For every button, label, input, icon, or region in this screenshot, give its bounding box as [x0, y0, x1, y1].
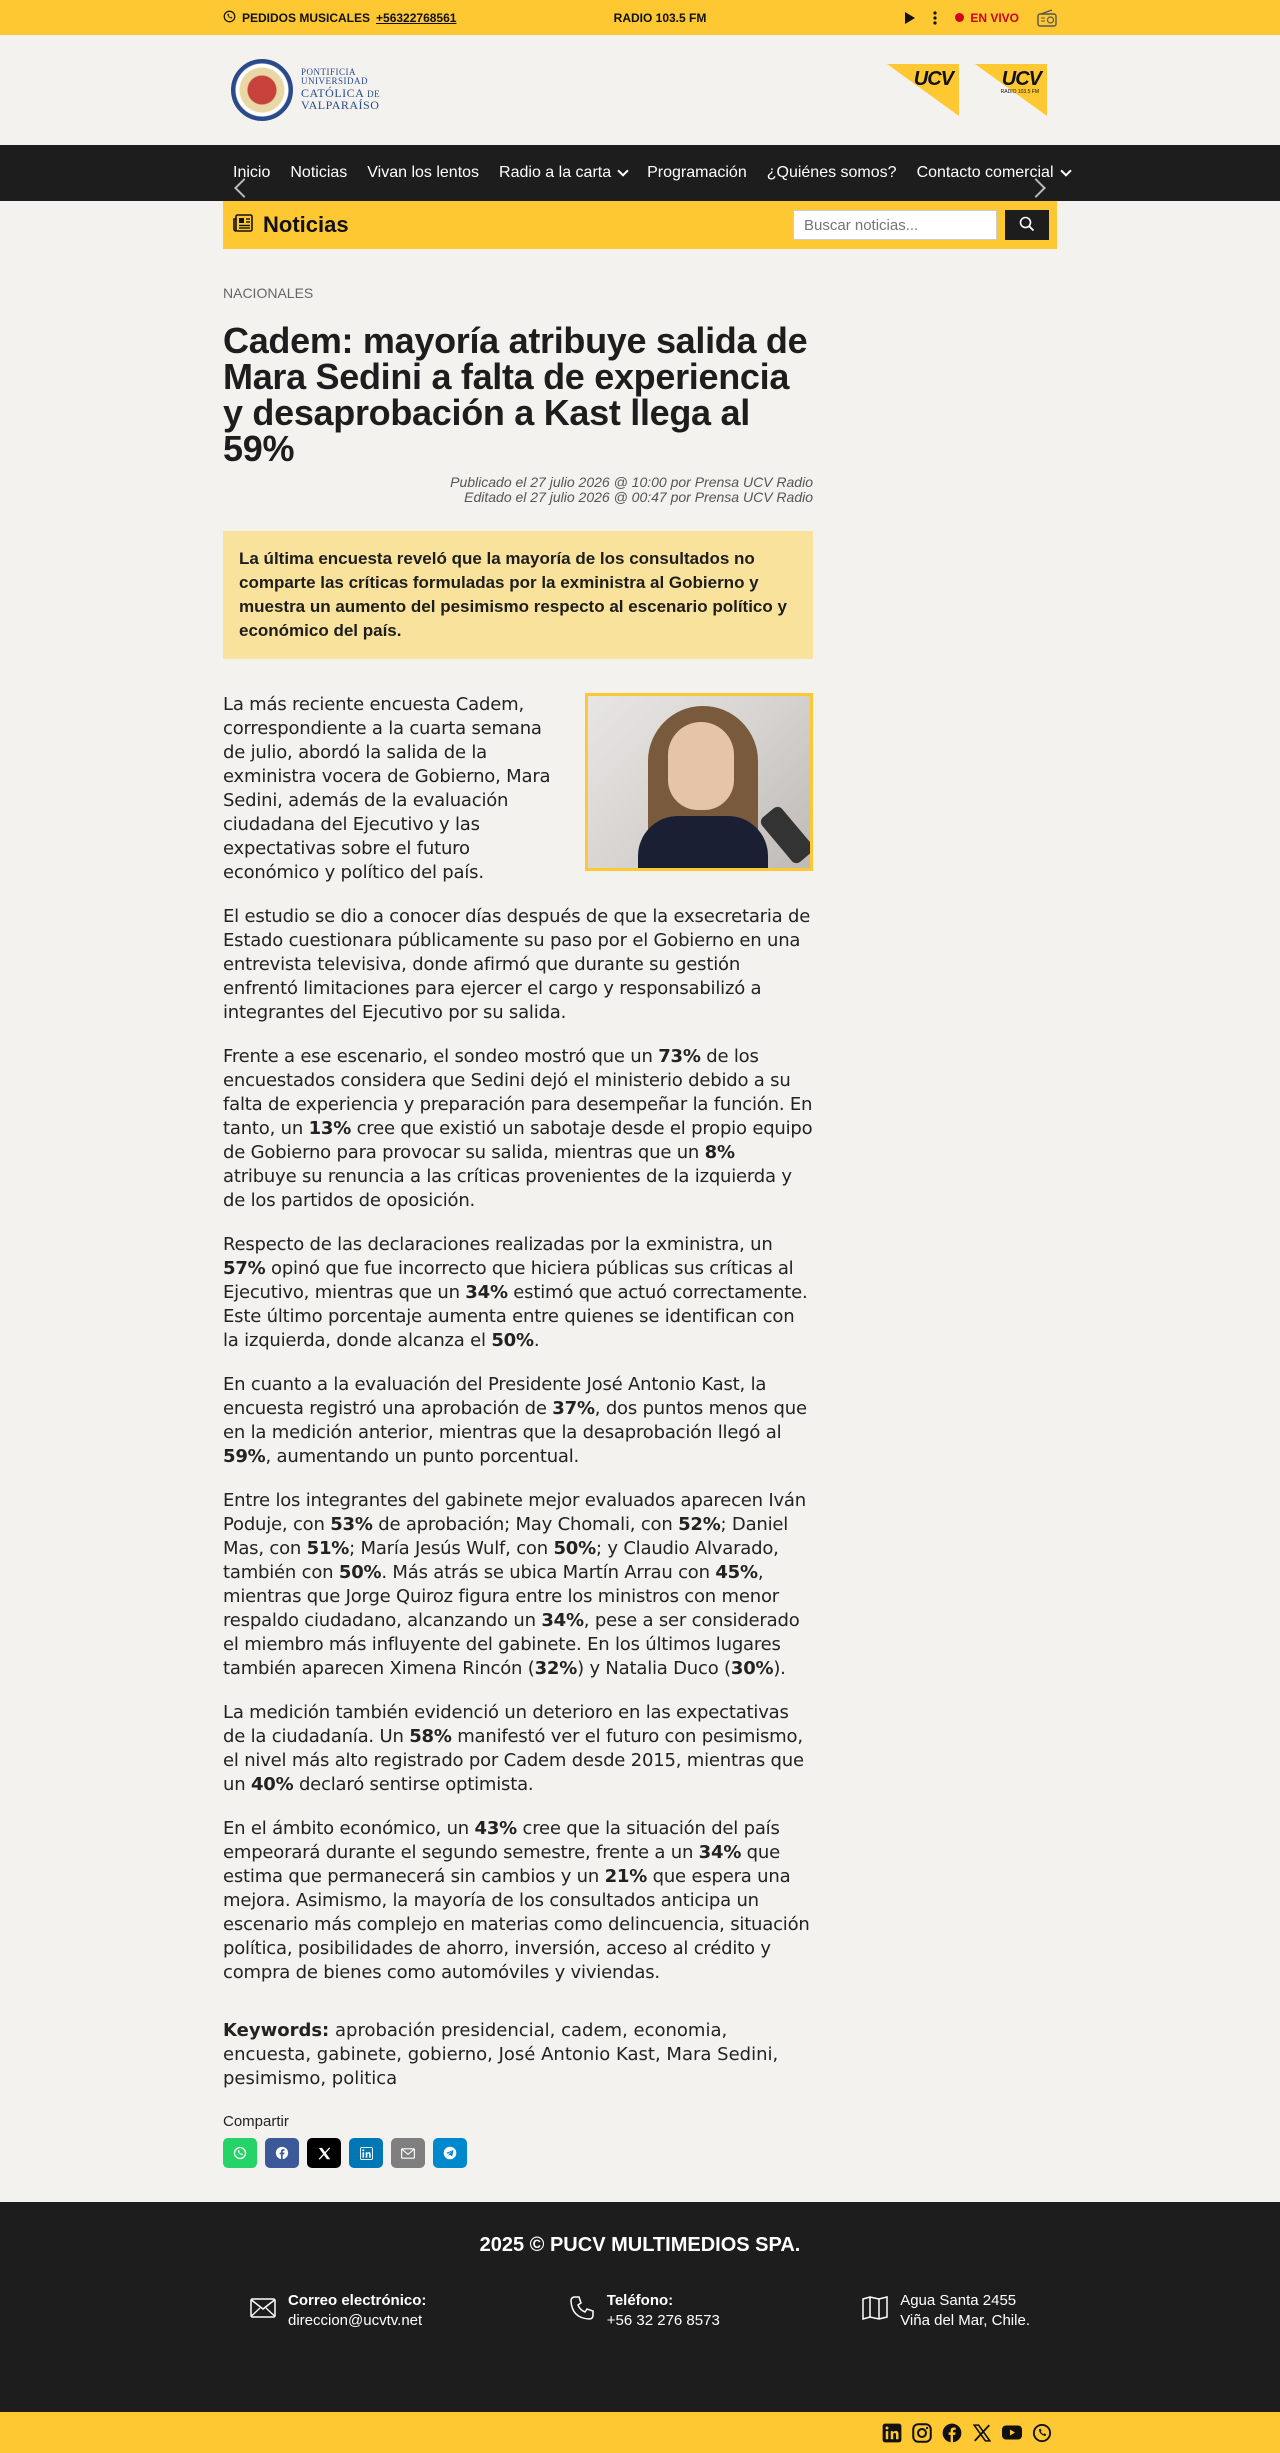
linkedin-icon[interactable]: [881, 2422, 903, 2444]
article-keywords: [223, 2019, 813, 2091]
paragraph-text: , mientras que Jorge Quiroz figura entre los ministros con menor respaldo ciudadano, alcanzando un: [223, 1562, 779, 1631]
footer-address: [862, 2291, 1030, 2331]
paragraph-text: ; María Jesús Wulf, con: [349, 1538, 554, 1559]
chevron-down-icon: [617, 165, 628, 176]
highlighted-figure: 34%: [698, 1842, 742, 1863]
facebook-icon: [275, 2146, 289, 2160]
paragraph-text: opinó que fue incorrecto que hiciera públicas sus críticas al Ejecutivo, mientras que un: [223, 1258, 794, 1303]
whatsapp-icon[interactable]: [1031, 2422, 1053, 2444]
share-x-button[interactable]: [307, 2138, 341, 2168]
article-title: Cadem: mayoría atribuye salida de Mara Sedini a falta de experiencia y desaprobación a Kast llega al 59%: [223, 320, 808, 469]
radio-icon[interactable]: [1037, 9, 1057, 27]
highlighted-figure: 40%: [250, 1774, 294, 1795]
instagram-icon[interactable]: [911, 2422, 933, 2444]
music-requests: [223, 10, 488, 26]
search-input[interactable]: [793, 210, 997, 240]
site-header: [0, 35, 1280, 145]
paragraph-text: ; y Claudio Alvarado, también con: [223, 1538, 779, 1583]
social-bar: [0, 2412, 1280, 2453]
nav-label: Inicio: [233, 164, 271, 181]
search-icon: [1019, 216, 1035, 235]
live-label: EN VIVO: [970, 10, 1020, 25]
nav-label: ¿Quiénes somos?: [766, 164, 897, 181]
paragraph-text: La medición también evidenció un deterioro en las expectativas de la ciudadanía. Un: [223, 1702, 789, 1747]
youtube-icon[interactable]: [1001, 2422, 1023, 2444]
article-lead: La última encuesta reveló que la mayoría de los consultados no comparte las críticas formuladas por la exministra al Gobierno y muestra un aumento del pesimismo respecto al escenario político y económico del país.: [223, 531, 813, 659]
highlighted-figure: 21%: [604, 1866, 648, 1887]
logo-line-4: VALPARAÍSO: [301, 98, 380, 113]
search-button[interactable]: [1005, 210, 1049, 240]
email-value[interactable]: direccion@ucvtv.net: [288, 2312, 423, 2329]
email-icon: [401, 2148, 415, 2159]
highlighted-figure: 59%: [223, 1446, 266, 1467]
paragraph-text: ; Daniel Mas, con: [223, 1514, 789, 1559]
paragraph-text: Frente a ese escenario, el sondeo mostró que un: [223, 1046, 659, 1067]
highlighted-figure: 34%: [465, 1282, 508, 1303]
highlighted-figure: 50%: [553, 1538, 596, 1559]
play-icon[interactable]: [905, 12, 915, 24]
article-body: [223, 693, 813, 1985]
paragraph-text: manifestó ver el futuro con pesimismo, el nivel más alto registrado por Cadem desde 2015, mientras que un: [223, 1726, 804, 1795]
highlighted-figure: 37%: [552, 1398, 595, 1419]
paragraph-text: , pese a ser considerado el miembro más influyente del gabinete. En los últimos lugares también aparecen Ximena Rincón (: [223, 1610, 800, 1679]
article-paragraph: [223, 905, 813, 1025]
facebook-icon[interactable]: [941, 2422, 963, 2444]
whatsapp-icon: [233, 2146, 247, 2160]
logo-line-1: PONTIFICIA: [301, 66, 357, 77]
address-line-2: Viña del Mar, Chile.: [900, 2312, 1030, 2329]
highlighted-figure: 32%: [534, 1658, 578, 1679]
paragraph-text: ).: [773, 1658, 786, 1679]
live-dot-icon: [955, 13, 964, 22]
paragraph-text: Entre los integrantes del gabinete mejor evaluados aparecen Iván Poduje, con: [223, 1490, 806, 1535]
article: [223, 249, 813, 2168]
edited-date: Editado el 27 julio 2026 @ 00:47 por Prensa UCV Radio: [464, 489, 813, 505]
music-requests-phone-link[interactable]: +56322768561: [376, 10, 457, 25]
paragraph-text: cree que la situación del país empeorará durante el segundo semestre, frente a un: [223, 1818, 780, 1863]
nav-item-quienes-somos[interactable]: [757, 164, 907, 182]
nav-label: Programación: [647, 164, 747, 181]
highlighted-figure: 43%: [474, 1818, 517, 1839]
highlighted-figure: 50%: [491, 1330, 534, 1351]
nav-item-contacto-comercial[interactable]: [907, 164, 1080, 182]
linkedin-icon: [360, 2147, 373, 2160]
email-label: Correo electrónico:: [288, 2292, 427, 2309]
nav-item-radio-a-la-carta[interactable]: [489, 164, 637, 182]
ucv-tv-logo[interactable]: [887, 64, 959, 116]
article-meta: [223, 475, 813, 505]
highlighted-figure: 34%: [541, 1610, 584, 1631]
live-indicator[interactable]: [955, 11, 1019, 25]
share-telegram-button[interactable]: [433, 2138, 467, 2168]
paragraph-text: cree que existió un sabotaje desde el propio equipo de Gobierno para provocar su salida, mientras que un: [223, 1118, 813, 1163]
paragraph-text: Respecto de las declaraciones realizadas por la exministra, un: [223, 1234, 773, 1255]
highlighted-figure: 51%: [306, 1538, 350, 1559]
nav-item-noticias[interactable]: [280, 164, 357, 182]
paragraph-text: que estima que permanecerá sin cambios y un: [223, 1842, 780, 1887]
highlighted-figure: 73%: [658, 1046, 701, 1067]
share-label: Compartir: [223, 2113, 289, 2130]
paragraph-text: En cuanto a la evaluación del Presidente José Antonio Kast, la encuesta registró una aprobación de: [223, 1374, 767, 1419]
paragraph-text: .: [533, 1330, 540, 1351]
paragraph-text: ) y Natalia Duco (: [577, 1658, 731, 1679]
article-category[interactable]: NACIONALES: [223, 285, 314, 301]
article-paragraph: [223, 1817, 813, 1985]
highlighted-figure: 50%: [338, 1562, 382, 1583]
share-email-button[interactable]: [391, 2138, 425, 2168]
ucv-radio-logo-sub: RADIO 103.5 FM: [1000, 89, 1039, 95]
site-footer: [0, 2202, 1280, 2412]
share-buttons: [223, 2138, 813, 2168]
highlighted-figure: 13%: [308, 1118, 352, 1139]
share-facebook-button[interactable]: [265, 2138, 299, 2168]
article-image[interactable]: [585, 693, 813, 871]
copyright: 2025 © PUCV MULTIMEDIOS SPA.: [479, 2234, 801, 2256]
highlighted-figure: 57%: [223, 1258, 266, 1279]
map-icon: [862, 2296, 888, 2326]
paragraph-text: En el ámbito económico, un: [223, 1818, 475, 1839]
keywords-label: Keywords:: [223, 2020, 330, 2041]
ucv-radio-logo-text: UCV: [1001, 68, 1041, 90]
article-paragraph: [223, 1373, 813, 1469]
x-icon[interactable]: [971, 2422, 993, 2444]
paragraph-text: El estudio se dio a conocer días después de que la exsecretaria de Estado cuestionara públicamente su paso por el Gobierno en una entrevista televisiva, donde afirmó que durante su gestión enfrentó limitaciones para ejercer el cargo y responsabilizó a integrantes del Ejecutivo por su salida.: [223, 906, 811, 1023]
logo-line-3: CATÓLICA: [301, 85, 364, 100]
highlighted-figure: 52%: [678, 1514, 721, 1535]
ucv-radio-logo[interactable]: [975, 64, 1047, 116]
footer-email: [250, 2291, 426, 2331]
telegram-icon: [443, 2146, 457, 2160]
nav-label: Radio a la carta: [499, 164, 612, 181]
news-search: [793, 210, 1049, 240]
pucv-logo[interactable]: [231, 59, 380, 121]
more-options-icon[interactable]: [933, 11, 937, 25]
paragraph-text: estimó que actuó correctamente. Este último porcentaje aumenta entre quienes se identifican con la izquierda, donde alcanza el: [223, 1282, 808, 1351]
paragraph-text: que espera una mejora. Asimismo, la mayoría de los consultados anticipa un escenario más complejo en materias como delincuencia, situación política, posibilidades de ahorro, inversión, acceso al crédito y compra de bienes como automóviles y viviendas.: [223, 1866, 810, 1983]
newspaper-icon: [233, 212, 253, 238]
whatsapp-icon: [223, 10, 236, 26]
paragraph-text: , dos puntos menos que en la medición anterior, mientras que la desaprobación llegó al: [223, 1398, 807, 1443]
university-seal-icon: [231, 59, 293, 121]
highlighted-figure: 53%: [330, 1514, 373, 1535]
nav-item-programacion[interactable]: [637, 164, 757, 182]
nav-item-vivan-los-lentos[interactable]: [357, 164, 489, 182]
paragraph-text: de aprobación; May Chomali, con: [372, 1514, 679, 1535]
x-icon: [318, 2147, 331, 2160]
section-title: Noticias: [263, 212, 349, 237]
article-paragraph: [223, 1045, 813, 1213]
logo-line-3b: DE: [367, 88, 381, 99]
footer-phone: [569, 2291, 720, 2331]
main-navigation: [0, 145, 1280, 201]
highlighted-figure: 45%: [715, 1562, 758, 1583]
paragraph-text: de los encuestados considera que Sedini dejó el ministerio debido a su falta de experiencia y preparación para desempeñar la función. En tanto, un: [223, 1046, 813, 1139]
highlighted-figure: 30%: [730, 1658, 774, 1679]
envelope-icon: [250, 2298, 276, 2324]
section-header: [223, 201, 1057, 249]
paragraph-text: . Más atrás se ubica Martín Arrau con: [381, 1562, 716, 1583]
article-paragraph: [223, 1489, 813, 1681]
phone-icon: [569, 2295, 595, 2327]
article-paragraph: [223, 1233, 813, 1353]
nav-label: Vivan los lentos: [367, 164, 480, 181]
nav-item-inicio[interactable]: [223, 164, 280, 182]
phone-value[interactable]: +56 32 276 8573: [606, 2312, 720, 2329]
paragraph-text: La más reciente encuesta Cadem, correspondiente a la cuarta semana de julio, abordó la salida de la exministra vocera de Gobierno, Mara Sedini, además de la evaluación ciudadana del Ejecutivo y las expectativas sobre el futuro económico y político del país.: [223, 694, 551, 883]
paragraph-text: atribuye su renuncia a las críticas provenientes de la izquierda y de los partidos de oposición.: [223, 1166, 792, 1211]
nav-label: Contacto comercial: [916, 164, 1054, 181]
share-whatsapp-button[interactable]: [223, 2138, 257, 2168]
music-requests-label: PEDIDOS MUSICALES: [242, 10, 371, 25]
paragraph-text: , aumentando un punto porcentual.: [265, 1446, 580, 1467]
chevron-down-icon: [1060, 165, 1071, 176]
highlighted-figure: 8%: [704, 1142, 735, 1163]
highlighted-figure: 58%: [409, 1726, 452, 1747]
article-paragraph: [223, 1701, 813, 1797]
logo-line-2: UNIVERSIDAD: [301, 76, 368, 87]
keywords-list[interactable]: aprobación presidencial, cadem, economia, encuesta, gabinete, gobierno, José Antonio Kast, Mara Sedini, pesimismo, politica: [223, 2020, 779, 2089]
top-bar: [0, 0, 1280, 35]
ucv-logo-text: UCV: [913, 68, 953, 90]
published-date: Publicado el 27 julio 2026 @ 10:00 por Prensa UCV Radio: [450, 474, 813, 490]
share-linkedin-button[interactable]: [349, 2138, 383, 2168]
radio-frequency: RADIO 103.5 FM: [613, 10, 707, 25]
university-name: [301, 68, 380, 112]
paragraph-text: declaró sentirse optimista.: [293, 1774, 534, 1795]
address-line-1: Agua Santa 2455: [900, 2292, 1017, 2309]
nav-label: Noticias: [290, 164, 348, 181]
phone-label: Teléfono:: [606, 2292, 674, 2309]
